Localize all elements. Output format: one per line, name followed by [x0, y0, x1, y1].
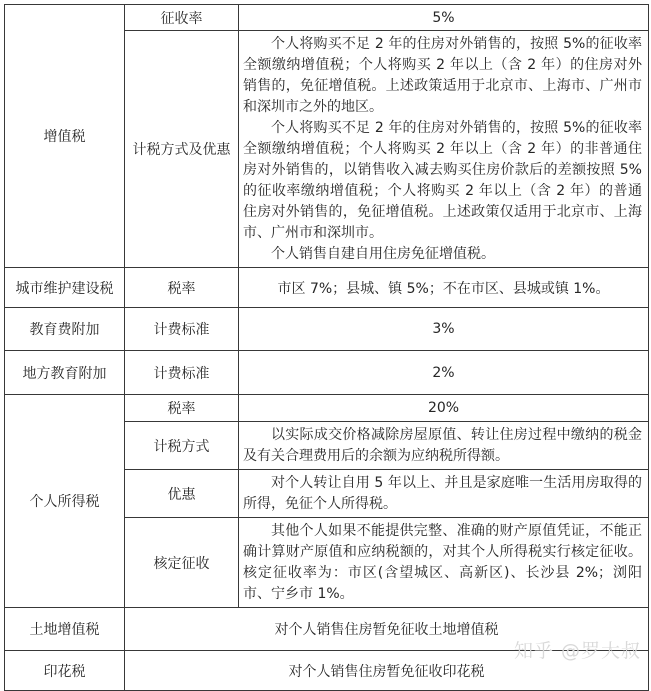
urban-construction-value: 市区 7%；县城、镇 5%；不在市区、县城或镇 1%。	[239, 268, 649, 308]
zhihu-watermark: 知乎 @罗大叔	[513, 640, 641, 662]
personal-income-assessed-text: 其他个人如果不能提供完整、准确的财产原值凭证，不能正确计算财产原值和应纳税额的，对其个人所得税实行核定征收。核定征收率为：市区(含望城区、高新区)、长沙县 2%；浏阳市、宁乡市 1%。	[243, 523, 642, 602]
stamp-tax-value: 对个人销售住房暂免征收印花税	[125, 651, 649, 691]
personal-income-rate-label: 税率	[125, 395, 239, 422]
housing-tax-table	[4, 4, 649, 691]
vat-detail-paragraph-1: 个人将购买不足 2 年的住房对外销售的，按照 5%的征收率全额缴纳增值税；个人将购买 2 年以上（含 2 年）的住房对外销售的，免征增值税。上述政策适用于北京市、上海市、广州市和深圳市之外的地区。	[243, 36, 642, 115]
table-row	[5, 5, 649, 31]
tax-name-personal-income: 个人所得税	[5, 395, 125, 608]
local-education-surcharge-label: 计费标准	[125, 351, 239, 395]
tax-name-education-surcharge: 教育费附加	[5, 308, 125, 351]
personal-income-benefit-text: 对个人转让自用 5 年以上、并且是家庭唯一生活用房取得的所得，免征个人所得税。	[243, 475, 642, 512]
vat-levy-rate-value: 5%	[239, 5, 649, 31]
vat-detail-label: 计税方式及优惠	[125, 31, 239, 268]
tax-name-local-education-surcharge: 地方教育附加	[5, 351, 125, 395]
personal-income-assessed-value	[239, 518, 649, 608]
table-row	[5, 268, 649, 308]
education-surcharge-value: 3%	[239, 308, 649, 351]
vat-detail-paragraph-2: 个人将购买不足 2 年的住房对外销售的，按照 5%的征收率全额缴纳增值税；个人将购买 2 年以上（含 2 年）的非普通住房对外销售的，以销售收入减去购买住房价款后的差额按照 5%的征收率缴纳增值税；个人将购买 2 年以上（含 2 年）的普通住房对外销售的，免征增值税。上述政策仅适用于北京市、上海市、广州市和深圳市。	[243, 120, 642, 241]
table-row	[5, 395, 649, 422]
table-row	[5, 308, 649, 351]
education-surcharge-label: 计费标准	[125, 308, 239, 351]
vat-detail-value	[239, 31, 649, 268]
personal-income-method-text: 以实际成交价格减除房屋原值、转让住房过程中缴纳的税金及有关合理费用后的余额为应纳税所得额。	[243, 427, 642, 464]
land-vat-value: 对个人销售住房暂免征收土地增值税	[125, 608, 649, 651]
personal-income-rate-value: 20%	[239, 395, 649, 422]
table-row	[5, 351, 649, 395]
personal-income-benefit-label: 优惠	[125, 470, 239, 518]
local-education-surcharge-value: 2%	[239, 351, 649, 395]
vat-detail-paragraph-3: 个人销售自建自用住房免征增值税。	[271, 246, 495, 262]
tax-name-land-vat: 土地增值税	[5, 608, 125, 651]
tax-name-urban-construction: 城市维护建设税	[5, 268, 125, 308]
vat-levy-rate-label: 征收率	[125, 5, 239, 31]
personal-income-method-label: 计税方式	[125, 422, 239, 470]
personal-income-assessed-label: 核定征收	[125, 518, 239, 608]
personal-income-method-value	[239, 422, 649, 470]
tax-name-vat: 增值税	[5, 5, 125, 268]
urban-construction-label: 税率	[125, 268, 239, 308]
personal-income-benefit-value	[239, 470, 649, 518]
tax-name-stamp: 印花税	[5, 651, 125, 691]
